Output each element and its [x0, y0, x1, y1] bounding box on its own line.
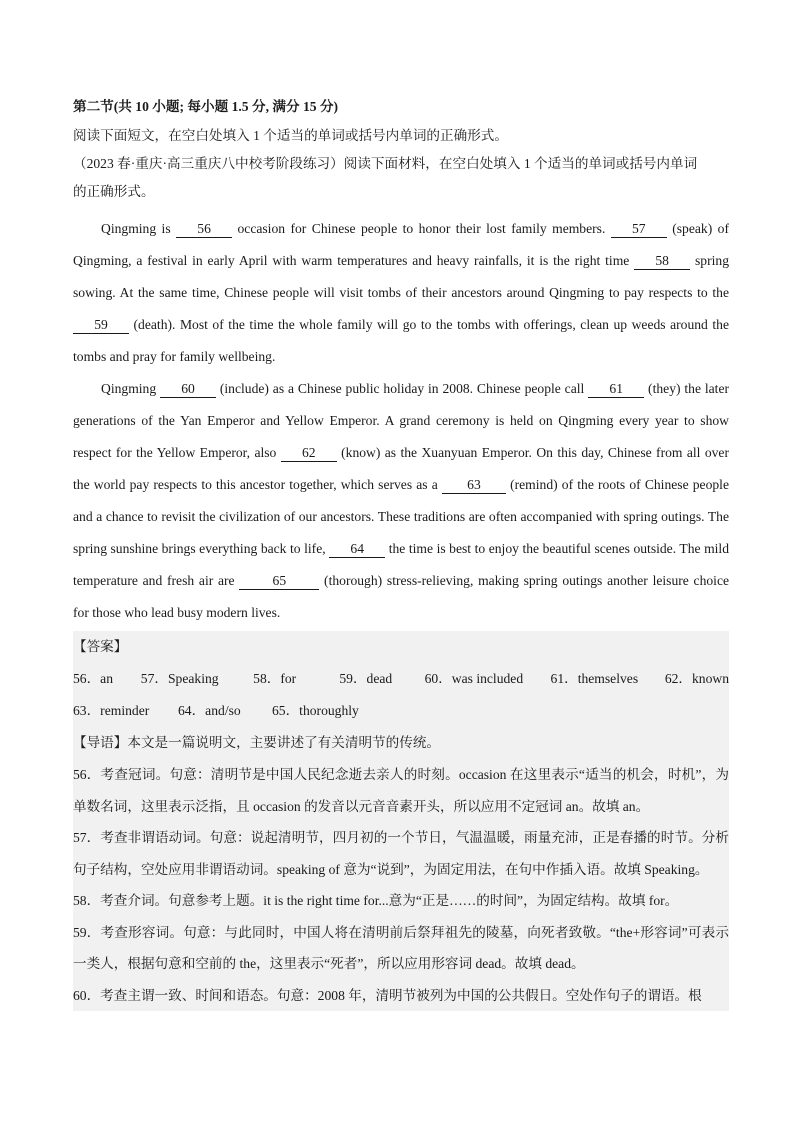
passage-text: (remind) of the roots of Chinese people and a chance to revisit the civilization of our ancestors. These traditions are often accompanied with spring outings. The spring sunshine brings everything back to life,: [73, 477, 729, 556]
blank-56: 56: [176, 221, 232, 238]
blank-64: 64: [329, 541, 385, 558]
answer-row-1: [73, 663, 729, 695]
passage-text: Qingming is: [101, 221, 177, 236]
blank-58: 58: [634, 253, 690, 270]
passage-text: (thorough) stress-relieving, making spring outings another leisure choice for those who lead busy modern lives.: [73, 573, 730, 620]
passage-text: (death). Most of the time the whole family will go to the tombs with offerings, clean up weeds around the tombs and pray for family wellbeing.: [73, 317, 729, 364]
passage-text: occasion for Chinese people to honor their lost family members.: [232, 221, 611, 236]
answer-section: [73, 631, 729, 1011]
blank-65: 65: [239, 573, 319, 590]
answer-item: 56．an: [73, 671, 114, 686]
blank-60: 60: [160, 381, 216, 398]
answer-row-2: [73, 695, 729, 727]
instruction-text: 阅读下面短文，在空白处填入 1 个适当的单词或括号内单词的正确形式。: [73, 128, 508, 143]
passage-text: (include) as a Chinese public holiday in 2008. Chinese people call: [216, 381, 589, 396]
section-title: 第二节(共 10 小题; 每小题 1.5 分, 满分 15 分): [73, 99, 339, 114]
passage-text: spring sowing. At the same time, Chinese people will visit tombs of their ancestors around Qingming to pay respects to the: [73, 253, 729, 300]
answer-item: 60．was included: [424, 671, 524, 686]
passage-paragraph-1: [73, 213, 729, 373]
explanation-56: 56．考查冠词。句意：清明节是中国人民纪念逝去亲人的时刻。occasion 在这里表示“适当的机会，时机”，为单数名词，这里表示泛指，且 occasion 的发音以元音音素开头，所以应用不定冠词 an。故填 an。: [73, 767, 729, 814]
passage-text: (speak) of Qingming, a festival in early April with warm temperatures and heavy rainfalls, it is the right time: [73, 221, 729, 268]
passage-paragraph-2: [73, 373, 729, 629]
passage-text: (know) as the Xuanyuan Emperor. On this day, Chinese from all over the world pay respects to this ancestor together, which serves as a: [73, 445, 729, 492]
answer-item: 58．for: [253, 671, 297, 686]
blank-61: 61: [588, 381, 644, 398]
guide-text: 【导语】本文是一篇说明文，主要讲述了有关清明节的传统。: [73, 735, 441, 750]
explanation-58: 58．考查介词。句意参考上题。it is the right time for...意为“正是……的时间”，为固定结构。故填 for。: [73, 893, 679, 908]
blank-57: 57: [611, 221, 667, 238]
source-line-1: （2023 春·重庆·高三重庆八中校考阶段练习）阅读下面材料，在空白处填入 1 个适当的单词或括号内单词: [73, 156, 698, 171]
answer-item: 64．and/so: [178, 703, 241, 718]
reading-passage: [73, 213, 729, 629]
answer-item: 61．themselves: [550, 671, 639, 686]
answer-item: 63．reminder: [73, 703, 150, 718]
explanation-57: 57．考查非谓语动词。句意：说起清明节，四月初的一个节日，气温温暖，雨量充沛，正是春播的时节。分析句子结构，空处应用非谓语动词。speaking of 意为“说到”，为固定用法，在句中作插入语。故填 Speaking。: [73, 830, 729, 877]
source-line-2: 的正确形式。: [73, 184, 155, 199]
answer-item: 57．Speaking: [140, 671, 219, 686]
passage-text: the time is best to enjoy the beautiful scenes outside. The mild temperature and fresh air are: [73, 541, 730, 588]
explanation-60: 60．考查主谓一致、时间和语态。句意：2008 年，清明节被列为中国的公共假日。空处作句子的谓语。根: [73, 987, 702, 1003]
answer-item: 65．thoroughly: [272, 703, 359, 718]
document-page: [73, 95, 729, 1011]
blank-62: 62: [281, 445, 337, 462]
blank-59: 59: [73, 317, 129, 334]
passage-text: (they) the later generations of the Yan Emperor and Yellow Emperor. A grand ceremony is held on Qingming every year to show respect for the Yellow Emperor, also: [73, 381, 729, 460]
blank-63: 63: [442, 477, 506, 494]
passage-text: Qingming: [101, 381, 160, 396]
answer-item: 62．known: [664, 671, 730, 686]
answer-header: 【答案】: [73, 639, 128, 654]
answer-item: 59．dead: [339, 671, 393, 686]
explanation-59: 59．考查形容词。句意：与此同时，中国人将在清明前后祭拜祖先的陵墓，向死者致敬。“the+形容词”可表示一类人，根据句意和空前的 the，这里表示“死者”，所以应用形容词 dead。故填 dead。: [73, 924, 729, 971]
